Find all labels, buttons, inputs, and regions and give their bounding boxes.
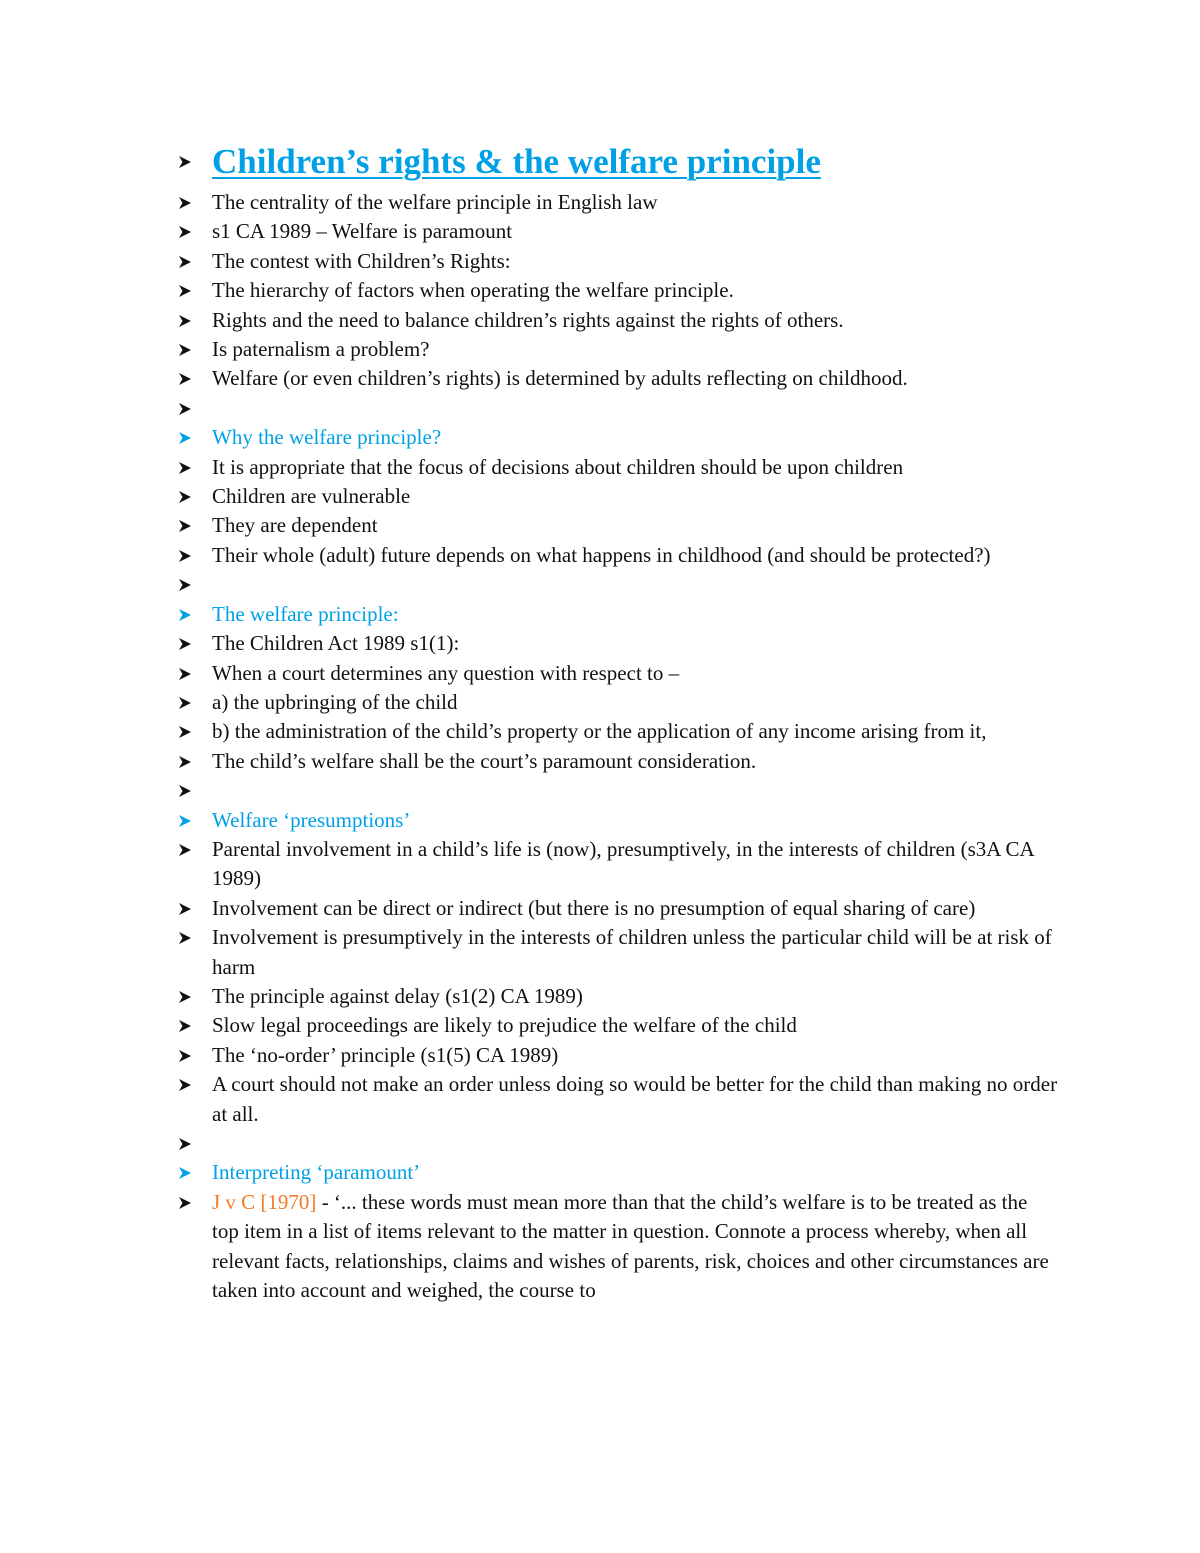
list-item-empty — [178, 1129, 1058, 1158]
list-item — [178, 629, 1058, 658]
section-heading-text: Interpreting ‘paramount’ — [212, 1160, 421, 1185]
list-item-text: The child’s welfare shall be the court’s paramount consideration. — [212, 748, 757, 773]
arrowhead-bullet-icon — [178, 284, 192, 298]
list-item-text: The Children Act 1989 s1(1): — [212, 631, 460, 656]
list-item — [178, 688, 1058, 717]
arrowhead-bullet-icon — [178, 990, 192, 1004]
list-item — [178, 364, 1058, 393]
case-quote-item — [178, 1188, 1058, 1306]
list-item — [178, 335, 1058, 364]
arrowhead-bullet-icon — [178, 931, 192, 945]
arrowhead-bullet-icon — [178, 402, 192, 416]
arrowhead-bullet-icon — [178, 1078, 192, 1092]
list-item — [178, 541, 1058, 570]
list-item-text: Welfare (or even children’s rights) is determined by adults reflecting on childhood. — [212, 366, 908, 391]
arrowhead-bullet-icon — [178, 1049, 192, 1063]
list-item — [178, 1070, 1058, 1129]
list-item-empty — [178, 570, 1058, 599]
list-item — [178, 247, 1058, 276]
case-name: J v C — [212, 1189, 256, 1214]
section-heading-text: Welfare ‘presumptions’ — [212, 807, 411, 832]
arrowhead-bullet-icon — [178, 667, 192, 681]
arrowhead-bullet-icon — [178, 155, 192, 169]
list-item-text: When a court determines any question with respect to – — [212, 660, 680, 685]
arrowhead-bullet-icon — [178, 814, 192, 828]
list-item — [178, 306, 1058, 335]
arrowhead-bullet-icon — [178, 314, 192, 328]
arrowhead-bullet-icon — [178, 461, 192, 475]
arrowhead-bullet-icon — [178, 784, 192, 798]
list-item — [178, 276, 1058, 305]
arrowhead-bullet-icon — [178, 902, 192, 916]
list-item-empty — [178, 776, 1058, 805]
list-item — [178, 923, 1058, 982]
list-item-text: The hierarchy of factors when operating the welfare principle. — [212, 278, 734, 303]
arrowhead-bullet-icon — [178, 843, 192, 857]
list-item-text: They are dependent — [212, 513, 378, 538]
document-title: Children’s rights & the welfare principle — [212, 142, 821, 181]
list-item-text: s1 CA 1989 – Welfare is paramount — [212, 219, 513, 244]
document-body — [178, 140, 1058, 1305]
list-item — [178, 453, 1058, 482]
title-item — [178, 140, 1058, 184]
list-item — [178, 188, 1058, 217]
list-item-text: Children are vulnerable — [212, 484, 411, 509]
arrowhead-bullet-icon — [178, 755, 192, 769]
list-item — [178, 1041, 1058, 1070]
list-item-text: a) the upbringing of the child — [212, 689, 458, 714]
arrowhead-bullet-icon — [178, 637, 192, 651]
arrowhead-bullet-icon — [178, 225, 192, 239]
list-item-text: Involvement can be direct or indirect (but there is no presumption of equal sharing of care) — [212, 895, 976, 920]
list-item-empty — [178, 394, 1058, 423]
list-item — [178, 482, 1058, 511]
arrowhead-bullet-icon — [178, 608, 192, 622]
list-item — [178, 894, 1058, 923]
arrowhead-bullet-icon — [178, 1019, 192, 1033]
arrowhead-bullet-icon — [178, 490, 192, 504]
list-item — [178, 511, 1058, 540]
list-item-text: It is appropriate that the focus of decisions about children should be upon children — [212, 454, 904, 479]
case-quote: - ‘... these words must mean more than that the child’s welfare is to be treated as the top item in a list of items relevant to the matter in question. Connote a process whereby, when all relevant facts, relationships, claims and wishes of parents, risk, choices and other circumstances are taken into account and weighed, the course to — [212, 1189, 1049, 1303]
arrowhead-bullet-icon — [178, 1137, 192, 1151]
list-item-text: b) the administration of the child’s property or the application of any income arising from it, — [212, 719, 987, 744]
arrowhead-bullet-icon — [178, 549, 192, 563]
list-item — [178, 982, 1058, 1011]
list-item — [178, 1011, 1058, 1040]
arrowhead-bullet-icon — [178, 196, 192, 210]
section-heading — [178, 600, 1058, 629]
list-item-text: The centrality of the welfare principle in English law — [212, 190, 658, 214]
list-item-text: The contest with Children’s Rights: — [212, 248, 511, 273]
arrowhead-bullet-icon — [178, 1166, 192, 1180]
list-item-text: A court should not make an order unless doing so would be better for the child than making no order at all. — [212, 1072, 1058, 1126]
list-item — [178, 659, 1058, 688]
arrowhead-bullet-icon — [178, 343, 192, 357]
arrowhead-bullet-icon — [178, 372, 192, 386]
arrowhead-bullet-icon — [178, 431, 192, 445]
list-item — [178, 717, 1058, 746]
list-item-text: Is paternalism a problem? — [212, 337, 430, 362]
list-item-text: Parental involvement in a child’s life is (now), presumptively, in the interests of children (s3A CA 1989) — [212, 836, 1034, 891]
list-item-text: Their whole (adult) future depends on what happens in childhood (and should be protected?) — [212, 542, 991, 567]
arrowhead-bullet-icon — [178, 519, 192, 533]
section-heading — [178, 423, 1058, 452]
arrowhead-bullet-icon — [178, 1196, 192, 1210]
section-heading — [178, 806, 1058, 835]
list-item — [178, 835, 1058, 894]
arrowhead-bullet-icon — [178, 725, 192, 739]
list-item-text: The ‘no-order’ principle (s1(5) CA 1989) — [212, 1042, 559, 1067]
list-item — [178, 747, 1058, 776]
arrowhead-bullet-icon — [178, 696, 192, 710]
arrowhead-bullet-icon — [178, 578, 192, 592]
list-item — [178, 217, 1058, 246]
section-heading-text: Why the welfare principle? — [212, 425, 442, 450]
case-year: [1970] — [260, 1189, 317, 1214]
section-heading — [178, 1158, 1058, 1187]
list-item-text: Slow legal proceedings are likely to prejudice the welfare of the child — [212, 1013, 797, 1038]
arrowhead-bullet-icon — [178, 255, 192, 269]
section-heading-text: The welfare principle: — [212, 601, 399, 626]
list-item-text: The principle against delay (s1(2) CA 1989) — [212, 983, 583, 1008]
list-item-text: Rights and the need to balance children’s rights against the rights of others. — [212, 307, 844, 332]
list-item-text: Involvement is presumptively in the interests of children unless the particular child will be at risk of harm — [212, 925, 1052, 979]
